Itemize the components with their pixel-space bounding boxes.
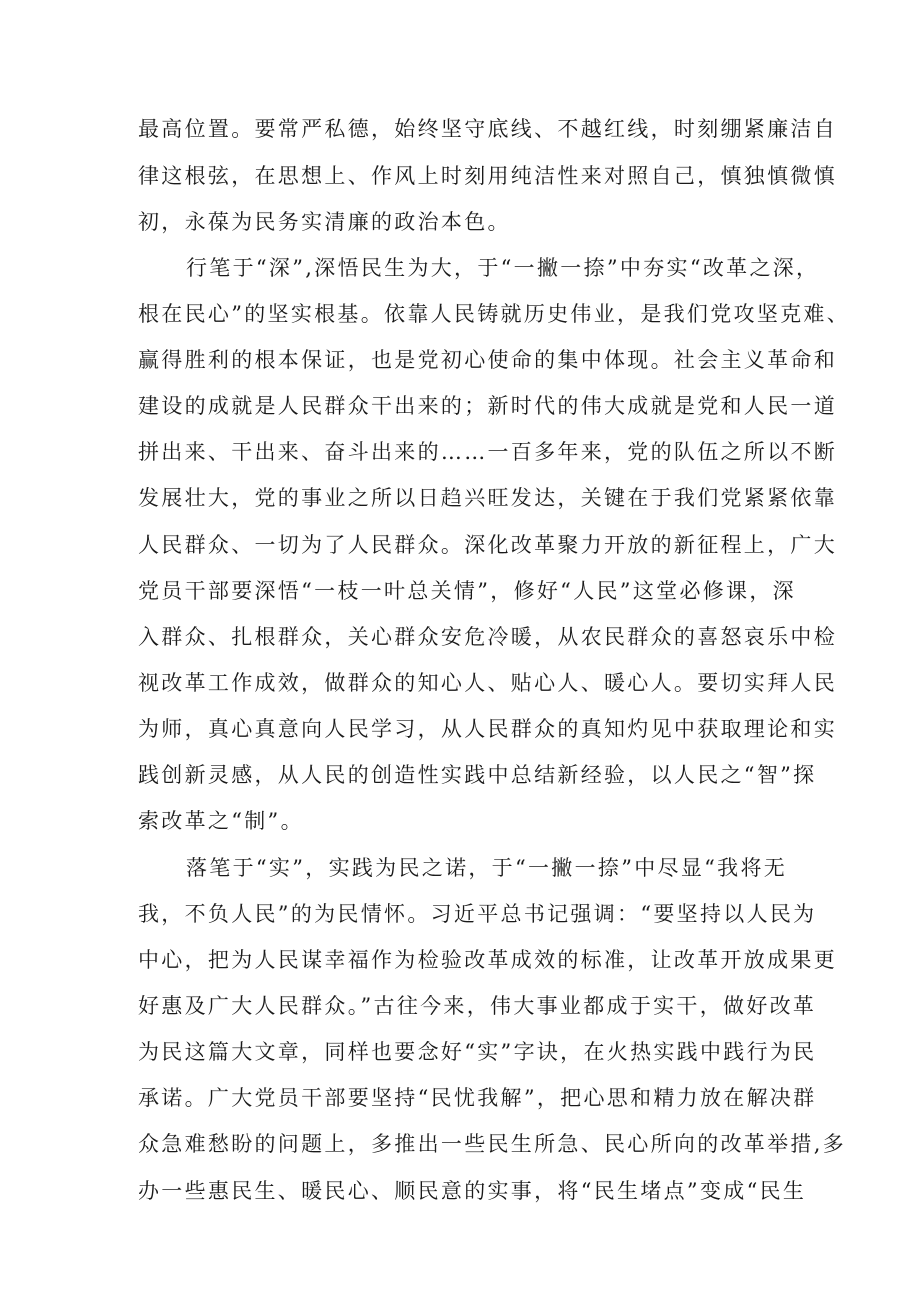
text-line: 发展壮大，党的事业之所以日趋兴旺发达，关键在于我们党紧紧依靠 xyxy=(138,486,837,510)
text-line: 视改革工作成效，做群众的知心人、贴心人、暖心人。要切实拜人民 xyxy=(138,671,837,695)
text-line: 中心，把为人民谋幸福作为检验改革成效的标准，让改革开放成果更 xyxy=(138,948,837,972)
text-line: 众急难愁盼的问题上，多推出一些民生所急、民心所向的改革举措,多 xyxy=(138,1132,846,1156)
text-line: 根在民心”的坚实根基。依靠人民铸就历史伟业，是我们党攻坚克难、 xyxy=(138,302,851,326)
text-line: 索改革之“制”。 xyxy=(138,809,304,833)
text-line: 我，不负人民”的为民情怀。习近平总书记强调：“要坚持以人民为 xyxy=(138,902,817,926)
text-line: 赢得胜利的根本保证，也是党初心使命的集中体现。社会主义革命和 xyxy=(138,348,837,372)
text-line: 初，永葆为民务实清廉的政治本色。 xyxy=(138,210,511,234)
text-line: 党员干部要深悟“一枝一叶总关情”，修好“人民”这堂必修课，深 xyxy=(138,579,796,603)
text-line: 践创新灵感，从人民的创造性实践中总结新经验，以人民之“智”探 xyxy=(138,763,817,787)
text-line: 办一些惠民生、暖民心、顺民意的实事，将“民生堵点”变成“民生 xyxy=(138,1179,807,1203)
text-line: 承诺。广大党员干部要坚持“民忧我解”，把心思和精力放在解决群 xyxy=(138,1086,817,1110)
text-line: 拼出来、干出来、奋斗出来的……一百多年来，党的队伍之所以不断 xyxy=(138,440,837,464)
text-line: 人民群众、一切为了人民群众。深化改革聚力开放的新征程上，广大 xyxy=(138,533,837,557)
text-line: 为师，真心真意向人民学习，从人民群众的真知灼见中获取理论和实 xyxy=(138,717,837,741)
text-line: 最高位置。要常严私德，始终坚守底线、不越红线，时刻绷紧廉洁自 xyxy=(138,117,837,141)
paragraph-first-line: 行笔于“深”,深悟民生为大，于“一撇一捺”中夯实“改革之深， xyxy=(186,256,820,280)
text-line: 好惠及广大人民群众。”古往今来，伟大事业都成于实干，做好改革 xyxy=(138,994,817,1018)
text-line: 为民这篇大文章，同样也要念好“实”字诀，在火热实践中践行为民 xyxy=(138,1040,817,1064)
paragraph-first-line: 落笔于“实”，实践为民之诺，于“一撇一捺”中尽显“我将无 xyxy=(186,856,788,880)
text-line: 律这根弦，在思想上、作风上时刻用纯洁性来对照自己，慎独慎微慎 xyxy=(138,164,837,188)
text-line: 入群众、扎根群众，关心群众安危冷暖，从农民群众的喜怒哀乐中检 xyxy=(138,625,837,649)
text-line: 建设的成就是人民群众干出来的；新时代的伟大成就是党和人民一道 xyxy=(138,394,837,418)
